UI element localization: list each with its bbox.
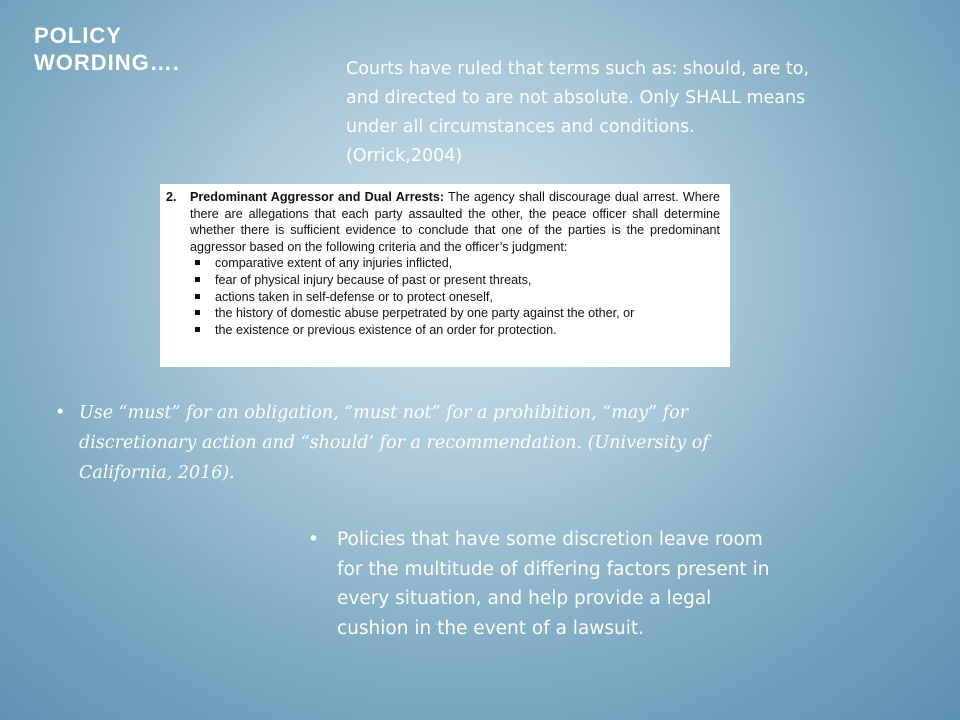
list-item [190,305,720,322]
criteria-text: fear of physical injury because of past or present threats, [215,272,532,287]
bullet-discretion [308,525,778,643]
criteria-text: the history of domestic abuse perpetrated by one party against the other, or [215,306,635,321]
square-bullet-icon [190,255,215,272]
square-bullet-icon [190,289,215,306]
list-item [190,289,720,306]
excerpt-body [190,189,720,255]
court-ruling-quote: Courts have ruled that terms such as: should, are to, and directed to are not absolute. Only SHALL means under all circumstances and conditions. (Orrick,2004) [346,59,810,166]
slide-title: POLICY WORDING…. [34,23,180,75]
criteria-text: the existence or previous existence of an order for protection. [215,322,557,337]
criteria-text: comparative extent of any injuries inflicted, [215,256,453,271]
bullet-dot-icon [308,525,337,643]
square-bullet-icon [190,305,215,322]
bullet-text: Use “must” for an obligation, “must not” for a prohibition, “may” for discretionary action and “should’ for a recommendation. (University of California, 2016). [79,403,709,483]
bullet-must-may-should [55,398,795,488]
square-bullet-icon [190,272,215,289]
criteria-text: actions taken in self-defense or to protect oneself, [215,289,493,304]
excerpt-paragraph [166,189,720,255]
policy-excerpt-image [160,184,730,367]
excerpt-criteria-list [166,255,720,338]
excerpt-heading: Predominant Aggressor and Dual Arrests: [190,190,445,204]
excerpt-text: The agency shall discourage dual arrest. Where there are allegations that each party assaulted the other, the peace officer shall determine whether there is sufficient evidence to conclude that one of the parties is the predominant aggressor based on the following criteria and the officer’s judgment: [190,190,720,254]
excerpt-number: 2. [166,190,177,204]
square-bullet-icon [190,322,215,339]
bullet-dot-icon [55,398,79,488]
list-item [190,322,720,339]
list-item [190,272,720,289]
bullet-text: Policies that have some discretion leave room for the multitude of differing factors present in every situation, and help provide a legal cushion in the event of a lawsuit. [337,529,770,639]
list-item [190,255,720,272]
